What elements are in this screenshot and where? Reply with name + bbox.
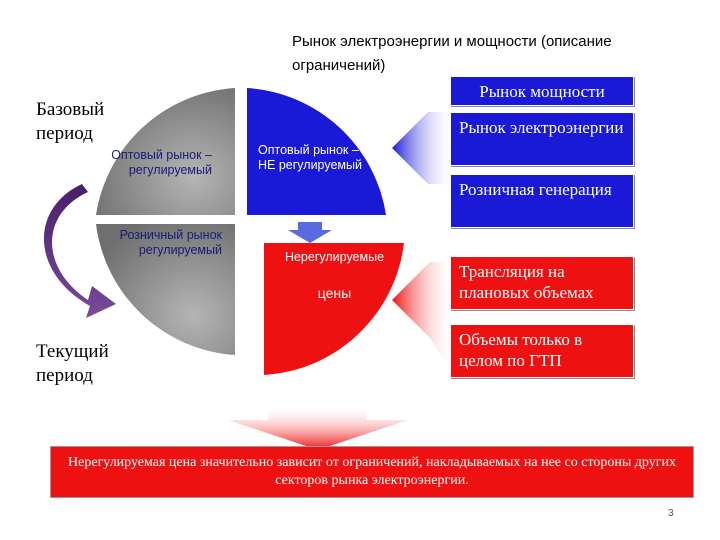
wholesale-regulated-label: Оптовый рынок – регулируемый (111, 148, 212, 177)
retail-regulated-label: Розничный рынок регулируемый (119, 228, 222, 257)
capacity-market-box: Рынок мощности (450, 76, 634, 106)
gtp-volumes-box: Объемы только в целом по ГТП (450, 324, 634, 378)
red-chevron-arrow-icon (392, 262, 452, 372)
wholesale-unregulated-label: Оптовый рынок – НЕ регулируемый (258, 143, 362, 172)
current-period-label: Текущий период (36, 341, 109, 386)
slide-title: Рынок электроэнергии и мощности (описание ограничений) (292, 33, 612, 74)
conclusion-box: Нерегулируемая цена значительно зависит от ограничений, накладываемых на нее со стороны других секторов рынка электроэнергии. (50, 446, 694, 498)
blue-chevron-arrow-icon (392, 112, 452, 184)
retail-generation-box: Розничная генерация (450, 174, 634, 228)
base-period-label: Базовый период (36, 99, 105, 144)
energy-market-box: Рынок электроэнергии (450, 112, 634, 166)
big-down-arrow-icon (228, 408, 408, 450)
small-down-arrow-icon (288, 222, 332, 243)
planned-volumes-box: Трансляция на плановых объемах (450, 256, 634, 310)
page-number: 3 (668, 508, 674, 519)
unregulated-prices-label-2: цены (317, 285, 352, 301)
unregulated-prices-label: Нерегулируемые (284, 250, 385, 264)
